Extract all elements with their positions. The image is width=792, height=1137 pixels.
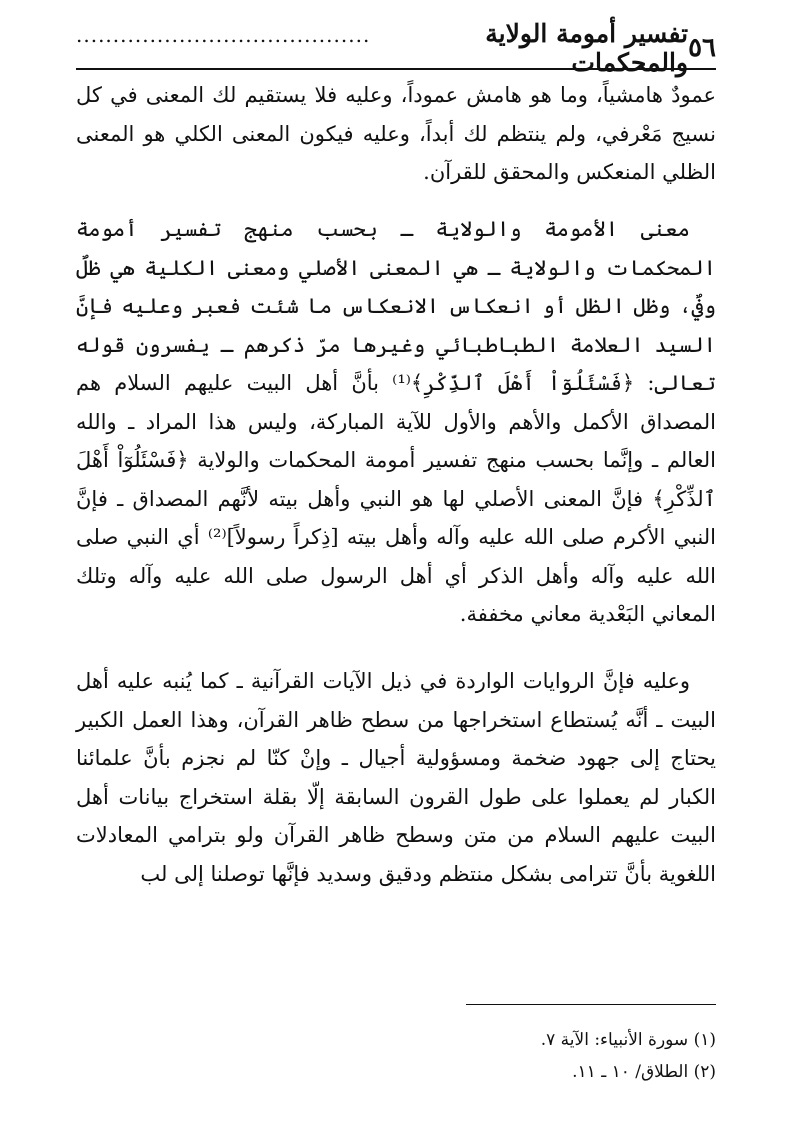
running-title: تفسير أمومة الولاية والمحكمات bbox=[485, 19, 689, 77]
footnotes bbox=[76, 1024, 716, 1088]
page-number: ٥٦ bbox=[688, 33, 716, 63]
page-body bbox=[76, 76, 716, 962]
paragraph-3: وعليه فإنَّ الروايات الواردة في ذيل الآيات القرآنية ـ كما يُنبه عليه أهل البيت ـ أنَّه يُستطاع استخراجها من سطح ظاهر القرآن، وهذا العمل الكبير يحتاج إلى جهود ضخمة ومسؤولية أجيال ـ وإنْ كنّا لم نجزم بأنَّ علمائنا الكبار لم يعملوا على طول القرون السابقة إلّا بقلة استخراج بيانات أهل البيت عليهم السلام من متن وسطح ظاهر القرآن ولو بترامي المعادلات اللغوية بأنَّ تترامى بشكل منتظم ودقيق وسديد فإنَّها توصلنا إلى لب bbox=[76, 669, 716, 886]
footnote-1: (١) سورة الأنبياء: الآية ٧. bbox=[540, 1030, 716, 1050]
footnote-2: (٢) الطلاق/ ١٠ ـ ١١. bbox=[572, 1062, 716, 1082]
running-title-group bbox=[76, 19, 688, 77]
leader-dots: ........................................ bbox=[76, 23, 371, 47]
footnote-separator bbox=[466, 1004, 716, 1005]
paragraph-2: معنى الأمومة والولاية ـ بحسب منهج تفسير أمومة المحكمات والولاية ـ هي المعنى الأصلي ومعنى الكلية هي ظلٌ وفيٌ، وظل الظل أو انعكاس الانعكاس ما شئت فعبر وعليه فإنَّ السيد العلامة الطباطبائي وغيرها مرّ ذكرهم ـ يفسرون قوله تعالى: ﴿فَسْئَلُوٓاْ أَهْلَ ٱلذِّكْرِ﴾⁽¹⁾ بأنَّ أهل البيت عليهم السلام هم المصداق الأكمل والأهم والأول للآية المباركة، وليس هذا المراد ـ والله العالم ـ وإنَّما بحسب منهج تفسير أمومة المحكمات والولاية ﴿فَسْئَلُوٓاْ أَهْلَ ٱلذِّكْرِ﴾ فإنَّ المعنى الأصلي لها هو النبي وأهل بيته لأنَّهم المصداق ـ فإنَّ النبي الأكرم صلى الله عليه وآله وأهل بيته [ذِكراً رسولاً]⁽²⁾ أي النبي صلى الله عليه وآله وأهل الذكر أي أهل الرسول صلى الله عليه وآله وتلك المعاني البَعْدية معاني مخففة. bbox=[76, 217, 717, 626]
paragraph-1: عمودٌ هامشياً، وما هو هامش عموداً، وعليه فلا يستقيم لك المعنى في كل نسيج مَعْرفي، ولم ينتظم لك أبداً، وعليه فيكون المعنى الكلي هو المعنى الظلي المنعكس والمحقق للقرآن. bbox=[76, 83, 716, 184]
page-header bbox=[76, 19, 716, 77]
